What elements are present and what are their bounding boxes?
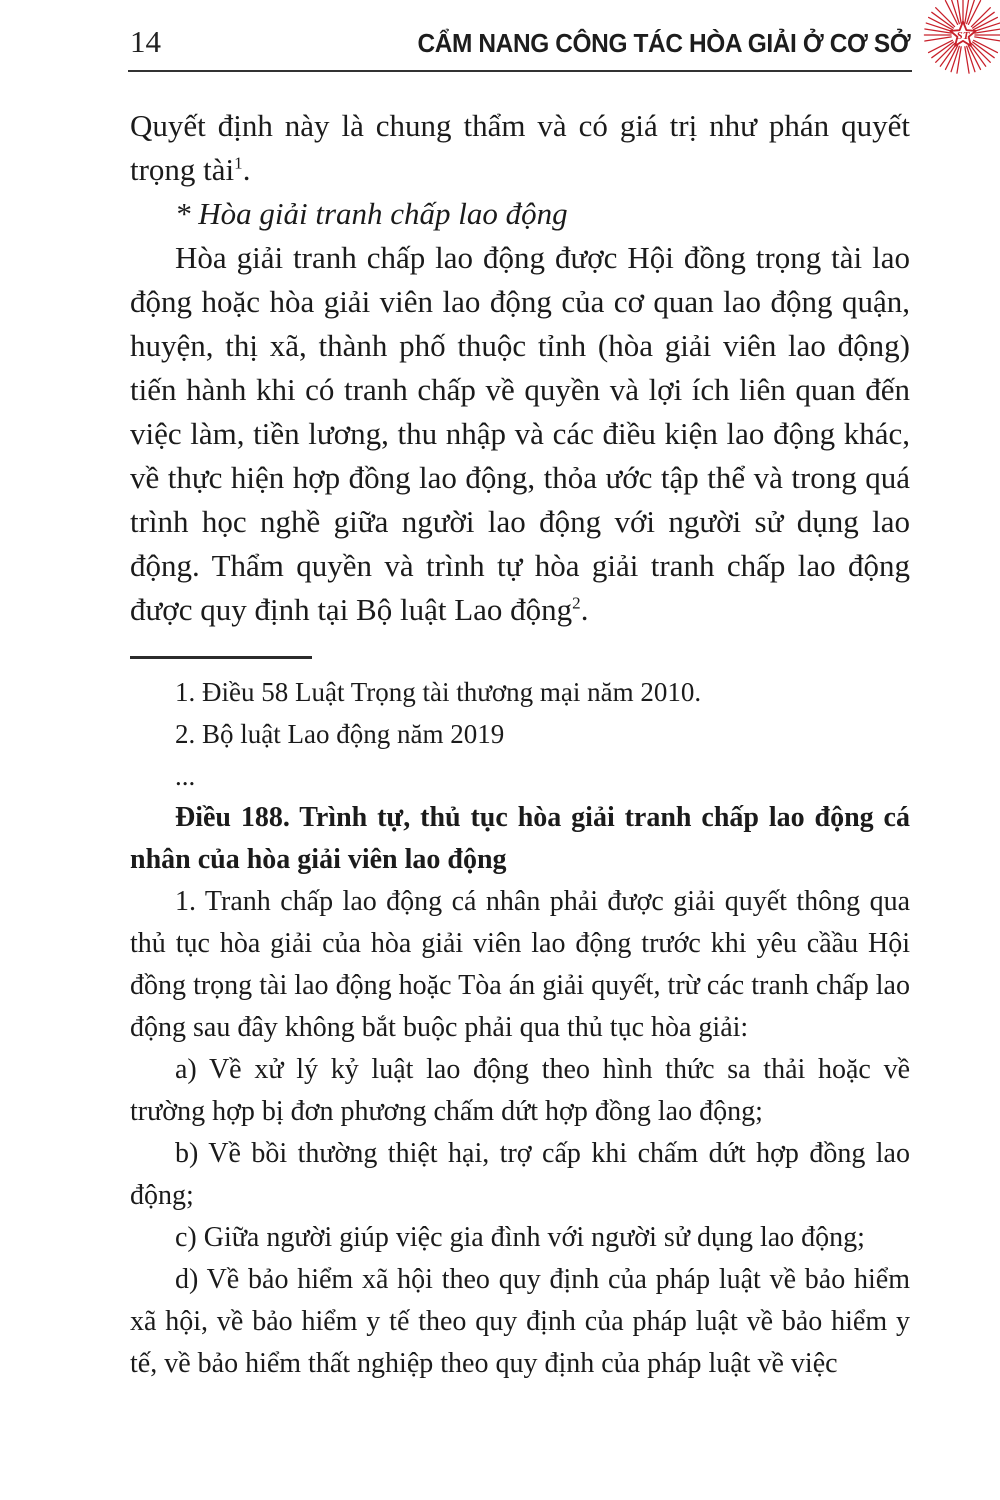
article-paragraph-b: b) Về bồi thường thiệt hại, trợ cấp khi chấm dứt hợp đồng lao động; xyxy=(130,1138,910,1211)
body-paragraph-1-tail: . xyxy=(242,152,251,187)
body-paragraph-1-text: Quyết định này là chung thẩm và có giá trị như phán quyết trọng tài xyxy=(130,108,910,187)
article-paragraph-1: 1. Tranh chấp lao động cá nhân phải được giải quyết thông qua thủ tục hòa giải của hòa giải viên lao động trước khi yêu cầầu Hội đồng trọng tài lao động hoặc Tòa án giải quyết, trừ các tranh chấp lao động sau đây không bắt buộc phải qua thủ tục hòa giải: xyxy=(130,886,910,1043)
body-paragraph-1 xyxy=(130,104,910,192)
footnote-ref-2: 2 xyxy=(572,593,581,613)
article-paragraph-a: a) Về xử lý kỷ luật lao động theo hình thức sa thải hoặc về trường hợp bị đơn phương chấm dứt hợp đồng lao động; xyxy=(130,1054,910,1127)
article-188-heading: Điều 188. Trình tự, thủ tục hòa giải tranh chấp lao động cá nhân của hòa giải viên lao động xyxy=(130,802,910,875)
running-header-title: CẨM NANG CÔNG TÁC HÒA GIẢI Ở CƠ SỞ xyxy=(417,28,910,58)
body-paragraph-2-text: Hòa giải tranh chấp lao động được Hội đồng trọng tài lao động hoặc hòa giải viên lao động của cơ quan lao động quận, huyện, thị xã, thành phố thuộc tỉnh (hòa giải viên lao động) tiến hành khi có tranh chấp về quyền và lợi ích liên quan đến việc làm, tiền lương, thu nhập và các điều kiện lao động khác, về thực hiện hợp đồng lao động, thỏa ước tập thể và trong quá trình học nghề giữa người lao động với người sử dụng lao động. Thẩm quyền và trình tự hòa giải tranh chấp lao động được quy định tại Bộ luật Lao động xyxy=(130,240,910,627)
header-rule xyxy=(128,70,912,72)
page-number: 14 xyxy=(130,24,161,59)
page-content xyxy=(130,104,910,1385)
footnote-2: 2. Bộ luật Lao động năm 2019 xyxy=(175,719,505,749)
footnote-separator-rule xyxy=(130,656,312,659)
publisher-starburst-logo-icon xyxy=(921,0,1000,77)
body-paragraph-2-tail: . xyxy=(580,592,589,627)
body-paragraph-2 xyxy=(130,236,910,632)
article-paragraph-c: c) Giữa người giúp việc gia đình với người sử dụng lao động; xyxy=(175,1222,865,1253)
article-paragraph-d: d) Về bảo hiểm xã hội theo quy định của pháp luật về bảo hiểm xã hội, về bảo hiểm y tế theo quy định của pháp luật về bảo hiểm y tế, về bảo hiểm thất nghiệp theo quy định của pháp luật về việc xyxy=(130,1264,910,1379)
page-header xyxy=(130,24,910,60)
footnote-1: 1. Điều 58 Luật Trọng tài thương mại năm 2010. xyxy=(175,677,702,707)
footnote-ellipsis: ... xyxy=(175,761,196,791)
italic-subheading: * Hòa giải tranh chấp lao động xyxy=(175,196,568,231)
logo-monogram: ST xyxy=(956,29,970,42)
footnote-ref-1: 1 xyxy=(234,153,243,173)
